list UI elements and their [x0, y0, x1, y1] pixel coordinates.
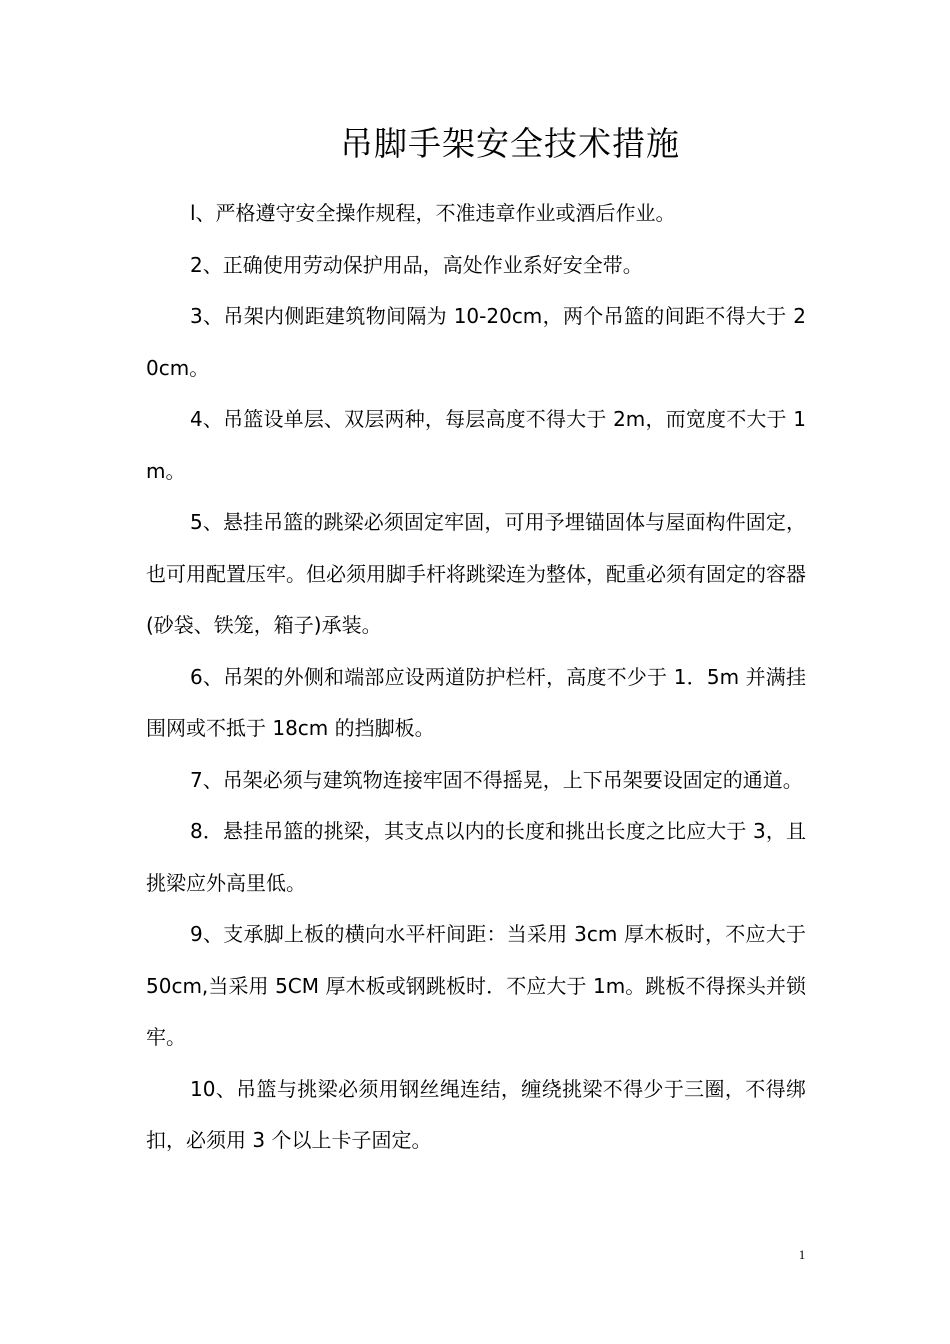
paragraph-2: 2、正确使用劳动保护用品，高处作业系好安全带。 [190, 252, 643, 277]
paragraph-9: 9、支承脚上板的横向水平杆间距：当采用 3cm 厚木板时，不应大于 50cm,当采用 5CM 厚木板或钢跳板时．不应大于 1m。跳板不得探头并锁牢。 [146, 922, 806, 1049]
document-title: 吊脚手架安全技术措施 [340, 124, 680, 163]
document-body [146, 188, 806, 1167]
paragraph-1: l、严格遵守安全操作规程，不准违章作业或酒后作业。 [190, 201, 676, 225]
paragraph-6: 6、吊架的外侧和端部应设两道防护栏杆，高度不少于 1．5m 并满挂围网或不抵于 18cm 的挡脚板。 [146, 664, 806, 740]
paragraph-8: 8．悬挂吊篮的挑梁，其支点以内的长度和挑出长度之比应大于 3，且挑梁应外高里低。 [146, 819, 806, 895]
paragraph-4: 4、吊篮设单层、双层两种，每层高度不得大于 2m，而宽度不大于 1m。 [146, 407, 806, 483]
paragraph-7: 7、吊架必须与建筑物连接牢固不得摇晃，上下吊架要设固定的通道。 [190, 767, 803, 792]
page-number: 1 [798, 1247, 806, 1262]
paragraph-5: 5、悬挂吊篮的跳梁必须固定牢固，可用予埋锚固体与屋面构件固定，也可用配置压牢。但必须用脚手杆将跳梁连为整体，配重必须有固定的容器(砂袋、铁笼，箱子)承装。 [146, 510, 806, 637]
paragraph-10: 10、吊篮与挑梁必须用钢丝绳连结，缠绕挑梁不得少于三圈，不得绑扣，必须用 3 个以上卡子固定。 [146, 1076, 806, 1152]
paragraph-3: 3、吊架内侧距建筑物间隔为 10-20cm，两个吊篮的间距不得大于 20cm。 [146, 304, 806, 380]
